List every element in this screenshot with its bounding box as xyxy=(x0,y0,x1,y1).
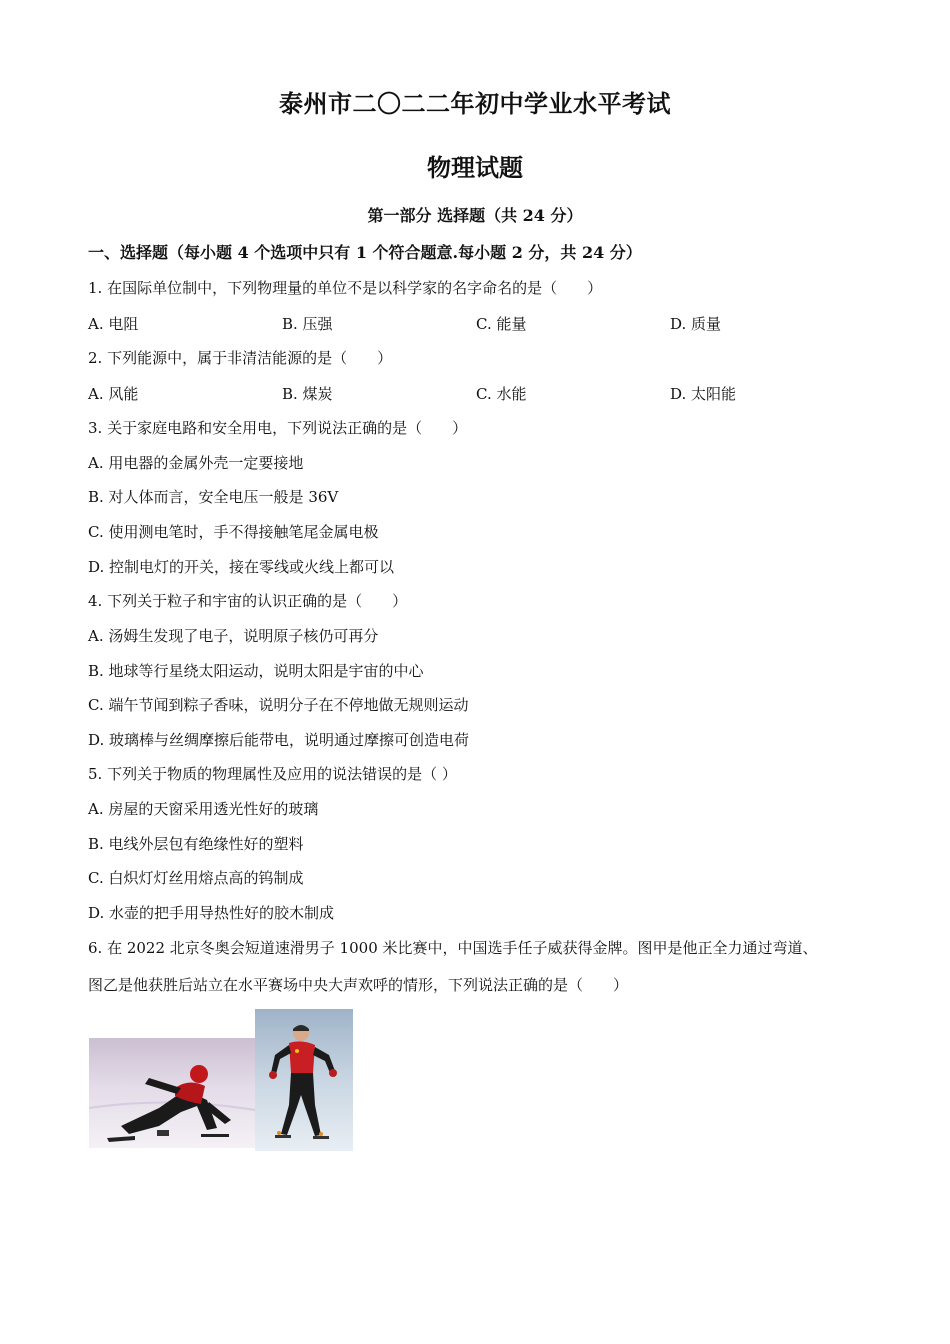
question-5-option-b: B. 电线外层包有绝缘性好的塑料 xyxy=(88,835,304,853)
question-2-stem: 2. 下列能源中，属于非清洁能源的是（ ） xyxy=(88,349,393,367)
question-4-option-c: C. 端午节闻到粽子香味，说明分子在不停地做无规则运动 xyxy=(88,696,469,714)
question-4-option-b: B. 地球等行星绕太阳运动，说明太阳是宇宙的中心 xyxy=(88,662,424,680)
question-2-option-c: C. 水能 xyxy=(476,385,527,403)
question-1-option-d: D. 质量 xyxy=(670,315,722,333)
question-3-option-c: C. 使用测电笔时，手不得接触笔尾金属电极 xyxy=(88,523,379,541)
question-1-option-b: B. 压强 xyxy=(282,315,333,333)
question-1-options xyxy=(88,313,868,333)
question-4-option-a: A. 汤姆生发现了电子，说明原子核仍可再分 xyxy=(88,627,379,645)
figure-jia-skater-cornering xyxy=(89,1038,255,1148)
question-5-option-d: D. 水壶的把手用导热性好的胶木制成 xyxy=(88,904,335,922)
question-5-option-c: C. 白炽灯灯丝用熔点高的钨制成 xyxy=(88,869,304,887)
section-heading: 一、选择题（每小题 4 个选项中只有 1 个符合题意.每小题 2 分，共 24 分） xyxy=(88,243,642,262)
question-3-stem: 3. 关于家庭电路和安全用电，下列说法正确的是（ ） xyxy=(88,419,468,437)
question-1-option-a: A. 电阻 xyxy=(88,315,139,333)
question-6-stem-line1: 6. 在 2022 北京冬奥会短道速滑男子 1000 米比赛中，中国选手任子威获得金牌。图甲是他正全力通过弯道、 xyxy=(88,939,818,957)
question-4-option-d: D. 玻璃棒与丝绸摩擦后能带电，说明通过摩擦可创造电荷 xyxy=(88,731,470,749)
exam-title: 泰州市二〇二二年初中学业水平考试 xyxy=(279,89,671,118)
question-3-option-d: D. 控制电灯的开关，接在零线或火线上都可以 xyxy=(88,558,395,576)
question-3-option-b: B. 对人体而言，安全电压一般是 36V xyxy=(88,488,339,506)
question-3-option-a: A. 用电器的金属外壳一定要接地 xyxy=(88,454,304,472)
question-1-option-c: C. 能量 xyxy=(476,315,527,333)
question-4-stem: 4. 下列关于粒子和宇宙的认识正确的是（ ） xyxy=(88,592,408,610)
question-2-option-d: D. 太阳能 xyxy=(670,385,737,403)
question-2-option-b: B. 煤炭 xyxy=(282,385,333,403)
question-2-options xyxy=(88,383,868,403)
subject-title: 物理试题 xyxy=(427,153,523,182)
question-6-stem-line2: 图乙是他获胜后站立在水平赛场中央大声欢呼的情形，下列说法正确的是（ ） xyxy=(88,976,629,994)
question-5-option-a: A. 房屋的天窗采用透光性好的玻璃 xyxy=(88,800,319,818)
question-1-stem: 1. 在国际单位制中，下列物理量的单位不是以科学家的名字命名的是（ ） xyxy=(88,279,603,297)
figure-yi-skater-celebrating xyxy=(255,1009,353,1151)
part-heading: 第一部分 选择题（共 24 分） xyxy=(367,206,583,225)
question-5-stem: 5. 下列关于物质的物理属性及应用的说法错误的是（ ） xyxy=(88,765,457,783)
question-2-option-a: A. 风能 xyxy=(88,385,139,403)
